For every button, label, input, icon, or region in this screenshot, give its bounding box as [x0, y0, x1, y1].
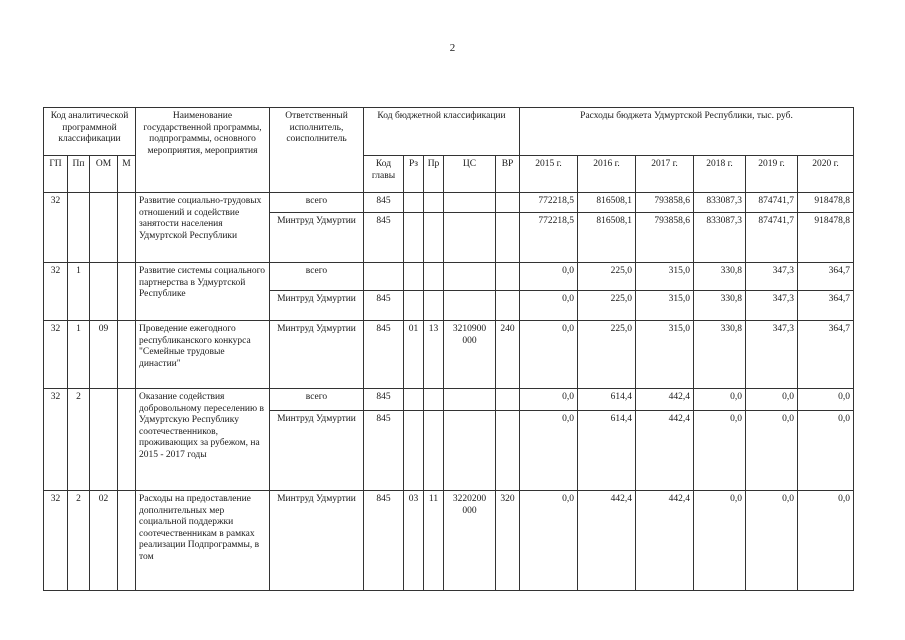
cell-kod-glavy: 845 — [364, 213, 404, 263]
cell-cs — [444, 193, 496, 213]
cell-amount: 315,0 — [636, 321, 694, 389]
cell-name: Развитие социально-трудовых отношений и содействие занятости населения Удмуртской Республики — [136, 193, 270, 263]
cell-amount: 330,8 — [694, 263, 746, 291]
cell-pr: 13 — [424, 321, 444, 389]
cell-rz: 01 — [404, 321, 424, 389]
cell-cs — [444, 411, 496, 491]
cell-amount: 0,0 — [694, 389, 746, 411]
cell-responsible: Минтруд Удмуртии — [270, 491, 364, 591]
cell-pr — [424, 263, 444, 291]
cell-gp: 32 — [44, 193, 68, 263]
header-expenses: Расходы бюджета Удмуртской Республики, тыс. руб. — [520, 108, 854, 156]
table-row — [44, 263, 854, 291]
cell-kod-glavy: 845 — [364, 491, 404, 591]
header-m: М — [118, 156, 136, 193]
cell-vr — [496, 291, 520, 321]
cell-amount: 833087,3 — [694, 193, 746, 213]
cell-gp: 32 — [44, 389, 68, 491]
cell-pr — [424, 291, 444, 321]
cell-amount: 0,0 — [798, 491, 854, 591]
cell-cs — [444, 389, 496, 411]
table-row — [44, 389, 854, 411]
cell-amount: 364,7 — [798, 321, 854, 389]
cell-pp: 1 — [68, 263, 90, 321]
cell-m — [118, 193, 136, 263]
cell-amount: 0,0 — [520, 411, 578, 491]
header-year: 2020 г. — [798, 156, 854, 193]
cell-pr — [424, 193, 444, 213]
cell-gp: 32 — [44, 491, 68, 591]
cell-amount: 833087,3 — [694, 213, 746, 263]
cell-pp — [68, 193, 90, 263]
cell-rz — [404, 193, 424, 213]
cell-kod-glavy: 845 — [364, 411, 404, 491]
cell-amount: 0,0 — [520, 263, 578, 291]
cell-amount: 0,0 — [798, 411, 854, 491]
cell-amount: 330,8 — [694, 291, 746, 321]
cell-amount: 442,4 — [636, 411, 694, 491]
cell-gp: 32 — [44, 263, 68, 321]
cell-amount: 330,8 — [694, 321, 746, 389]
header-om: ОМ — [90, 156, 118, 193]
cell-amount: 793858,6 — [636, 213, 694, 263]
cell-cs — [444, 213, 496, 263]
budget-table — [43, 107, 854, 591]
cell-amount: 442,4 — [578, 491, 636, 591]
cell-om: 09 — [90, 321, 118, 389]
cell-rz — [404, 263, 424, 291]
table-row — [44, 193, 854, 213]
cell-rz — [404, 411, 424, 491]
cell-amount: 442,4 — [636, 389, 694, 411]
cell-amount: 918478,8 — [798, 213, 854, 263]
cell-pr — [424, 213, 444, 263]
cell-vr — [496, 411, 520, 491]
header-analytic-code: Код аналитической программной классификации — [44, 108, 136, 156]
cell-rz — [404, 213, 424, 263]
cell-vr — [496, 193, 520, 213]
header-year: 2016 г. — [578, 156, 636, 193]
cell-rz: 03 — [404, 491, 424, 591]
header-rz: Рз — [404, 156, 424, 193]
cell-vr: 240 — [496, 321, 520, 389]
cell-amount: 0,0 — [520, 291, 578, 321]
cell-amount: 874741,7 — [746, 193, 798, 213]
cell-amount: 0,0 — [694, 411, 746, 491]
cell-kod-glavy: 845 — [364, 291, 404, 321]
cell-gp: 32 — [44, 321, 68, 389]
cell-amount: 225,0 — [578, 321, 636, 389]
cell-m — [118, 389, 136, 491]
cell-amount: 347,3 — [746, 263, 798, 291]
cell-kod-glavy — [364, 263, 404, 291]
cell-pp: 1 — [68, 321, 90, 389]
cell-amount: 793858,6 — [636, 193, 694, 213]
cell-responsible: Минтруд Удмуртии — [270, 411, 364, 491]
cell-responsible: всего — [270, 263, 364, 291]
cell-amount: 0,0 — [694, 491, 746, 591]
cell-name: Оказание содействия добровольному переселению в Удмуртскую Республику соотечественников, проживающих за рубежом, на 2015 - 2017 годы — [136, 389, 270, 491]
cell-amount: 772218,5 — [520, 193, 578, 213]
cell-m — [118, 321, 136, 389]
cell-amount: 364,7 — [798, 291, 854, 321]
cell-kod-glavy: 845 — [364, 389, 404, 411]
cell-amount: 364,7 — [798, 263, 854, 291]
cell-responsible: всего — [270, 389, 364, 411]
header-year: 2015 г. — [520, 156, 578, 193]
cell-amount: 0,0 — [520, 389, 578, 411]
cell-pr — [424, 411, 444, 491]
cell-amount: 225,0 — [578, 291, 636, 321]
cell-cs: 3210900 000 — [444, 321, 496, 389]
cell-amount: 772218,5 — [520, 213, 578, 263]
cell-amount: 442,4 — [636, 491, 694, 591]
cell-name: Проведение ежегодного республиканского конкурса "Семейные трудовые династии" — [136, 321, 270, 389]
cell-amount: 0,0 — [798, 389, 854, 411]
cell-amount: 225,0 — [578, 263, 636, 291]
cell-pr: 11 — [424, 491, 444, 591]
cell-name: Расходы на предоставление дополнительных мер социальной поддержки соотечественникам в рамках реализации Подпрограммы, в том — [136, 491, 270, 591]
cell-cs — [444, 291, 496, 321]
cell-vr: 320 — [496, 491, 520, 591]
cell-rz — [404, 389, 424, 411]
header-year: 2019 г. — [746, 156, 798, 193]
header-vr: ВР — [496, 156, 520, 193]
table-row — [44, 321, 854, 389]
header-pr: Пр — [424, 156, 444, 193]
page-number: 2 — [449, 42, 456, 54]
table-row — [44, 491, 854, 591]
header-gp: ГП — [44, 156, 68, 193]
cell-kod-glavy: 845 — [364, 321, 404, 389]
header-responsible: Ответственный исполнитель, соисполнитель — [270, 108, 364, 193]
cell-amount: 0,0 — [746, 389, 798, 411]
cell-rz — [404, 291, 424, 321]
cell-vr — [496, 389, 520, 411]
header-pp: Пп — [68, 156, 90, 193]
cell-cs — [444, 263, 496, 291]
cell-amount: 0,0 — [746, 491, 798, 591]
header-year: 2017 г. — [636, 156, 694, 193]
cell-amount: 614,4 — [578, 411, 636, 491]
cell-m — [118, 263, 136, 321]
cell-amount: 614,4 — [578, 389, 636, 411]
cell-amount: 0,0 — [746, 411, 798, 491]
cell-pp: 2 — [68, 491, 90, 591]
cell-kod-glavy: 845 — [364, 193, 404, 213]
cell-om — [90, 193, 118, 263]
cell-amount: 315,0 — [636, 263, 694, 291]
cell-om — [90, 389, 118, 491]
cell-responsible: Минтруд Удмуртии — [270, 213, 364, 263]
cell-amount: 0,0 — [520, 491, 578, 591]
cell-cs: 3220200 000 — [444, 491, 496, 591]
cell-amount: 0,0 — [520, 321, 578, 389]
cell-om — [90, 263, 118, 321]
cell-amount: 347,3 — [746, 321, 798, 389]
cell-amount: 816508,1 — [578, 193, 636, 213]
cell-vr — [496, 263, 520, 291]
header-year: 2018 г. — [694, 156, 746, 193]
cell-name: Развитие системы социального партнерства в Удмуртской Республике — [136, 263, 270, 321]
cell-amount: 315,0 — [636, 291, 694, 321]
cell-vr — [496, 213, 520, 263]
cell-responsible: Минтруд Удмуртии — [270, 291, 364, 321]
cell-om: 02 — [90, 491, 118, 591]
cell-amount: 874741,7 — [746, 213, 798, 263]
cell-m — [118, 491, 136, 591]
header-kod-glavy: Код главы — [364, 156, 404, 193]
cell-pr — [424, 389, 444, 411]
header-name: Наименование государственной программы, подпрограммы, основного мероприятия, мероприятия — [136, 108, 270, 193]
header-cs: ЦС — [444, 156, 496, 193]
cell-amount: 918478,8 — [798, 193, 854, 213]
cell-responsible: всего — [270, 193, 364, 213]
header-budget-code: Код бюджетной классификации — [364, 108, 520, 156]
cell-amount: 347,3 — [746, 291, 798, 321]
cell-responsible: Минтруд Удмуртии — [270, 321, 364, 389]
cell-amount: 816508,1 — [578, 213, 636, 263]
cell-pp: 2 — [68, 389, 90, 491]
